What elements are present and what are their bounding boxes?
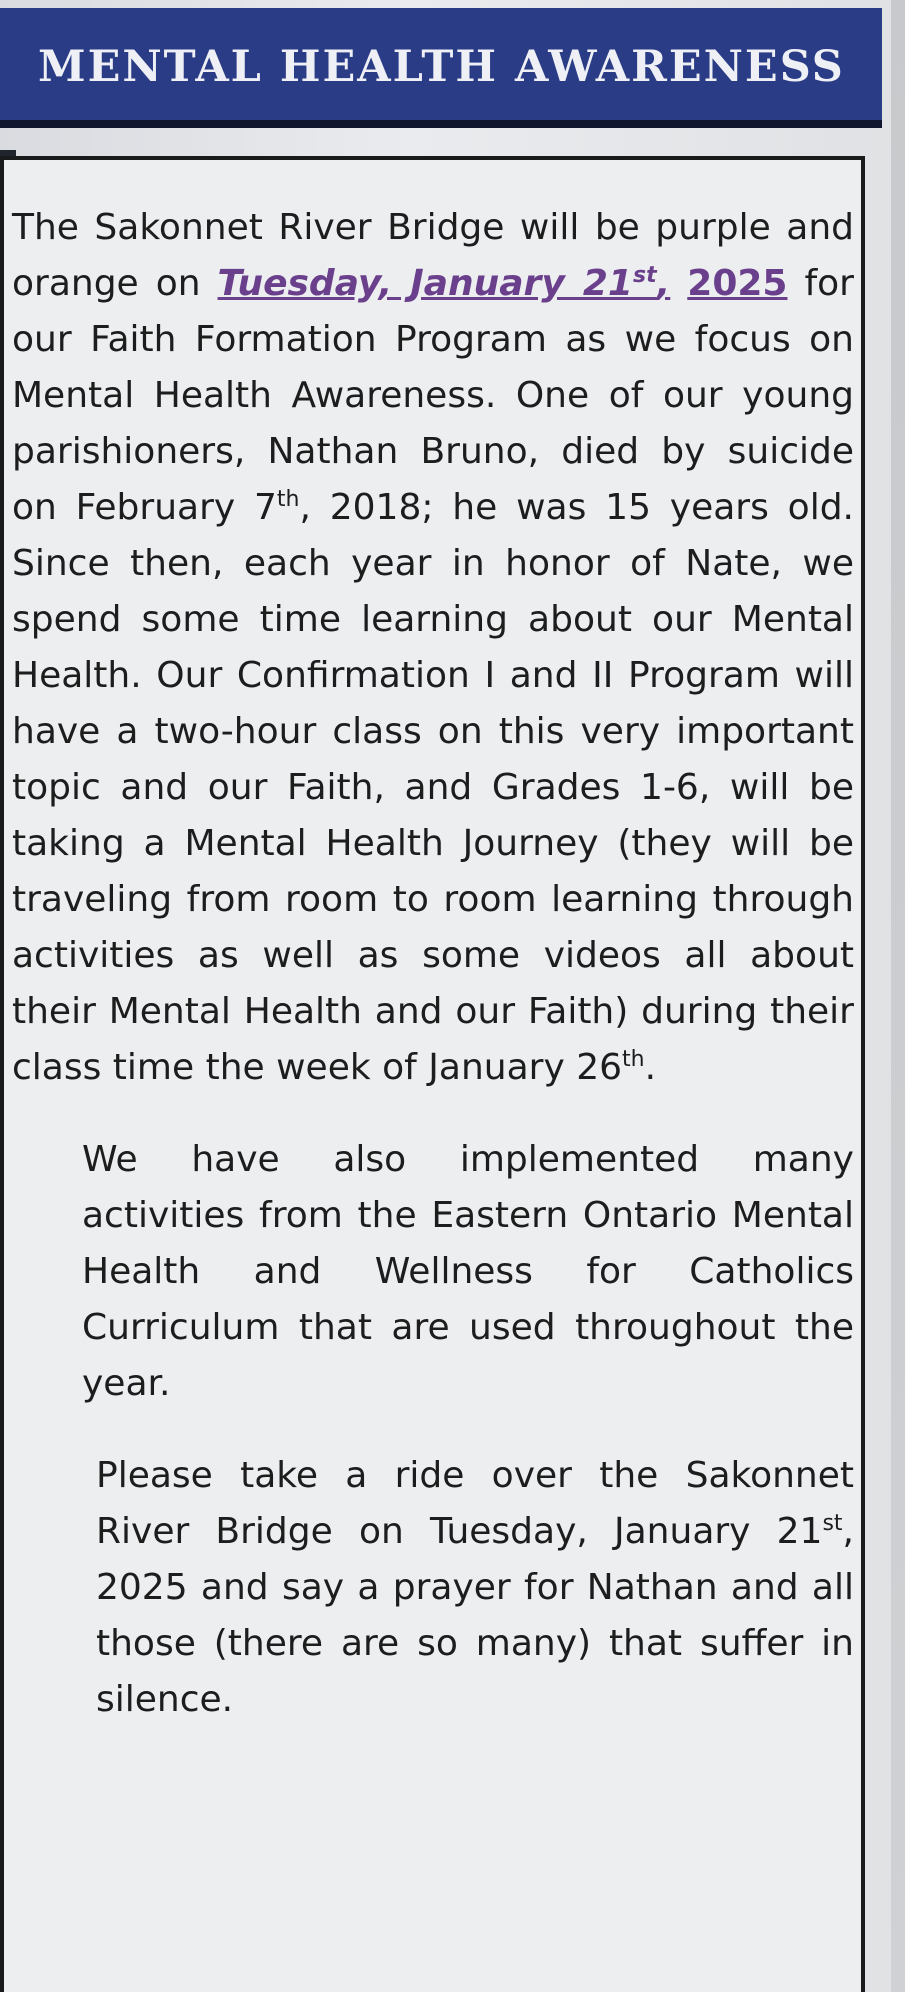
p1-sup-1: th [276,487,300,512]
p1-text-3: , 2018; he was 15 years old. Since then, each year in honor of Nate, we spend some time learning about our Mental Health. Our Confirmation I and II Program will have a two-hour class on this very important topic and our Faith, and Grades 1-6, will be taking a Mental Health Journey (they will be traveling from room to room learning through activities as well as some videos all about their Mental Health and our Faith) during their class time the week of January 26 [12,487,854,1088]
right-edge-strip [891,0,905,1992]
header-bar [0,8,882,128]
p3-sup: st [822,1511,843,1536]
article-body [12,200,854,1764]
paragraph-1 [12,200,854,1096]
p1-text-2: for our Faith Formation Program as we focus on Mental Health Awareness. One of our young parishioners, Nathan Bruno, died by suicide on February 7 [12,263,854,528]
p3-text-2: , 2025 and say a prayer for Nathan and all those (there are so many) that suffer in silence. [96,1511,854,1720]
article-box [0,156,865,1992]
highlight-date-comma: , [656,263,671,304]
highlight-date [218,263,671,304]
p1-text-4: . [644,1047,657,1088]
paragraph-3 [96,1448,854,1728]
p1-sup-2: th [622,1047,645,1072]
highlight-year: 2025 [687,263,788,304]
highlight-date-sup: st [632,263,657,288]
paragraph-2: We have also implemented many activities from the Eastern Ontario Mental Health and Wellness for Catholics Curriculum that are used throughout the year. [82,1139,854,1404]
p1-text-1: The Sakonnet River Bridge will be purple and orange on [12,207,854,304]
section-title: MENTAL HEALTH AWARENESS [38,42,845,92]
highlight-date-text: Tuesday, January 21 [217,263,633,304]
p3-text-1: Please take a ride over the Sakonnet River Bridge on Tuesday, January 21 [96,1455,854,1552]
